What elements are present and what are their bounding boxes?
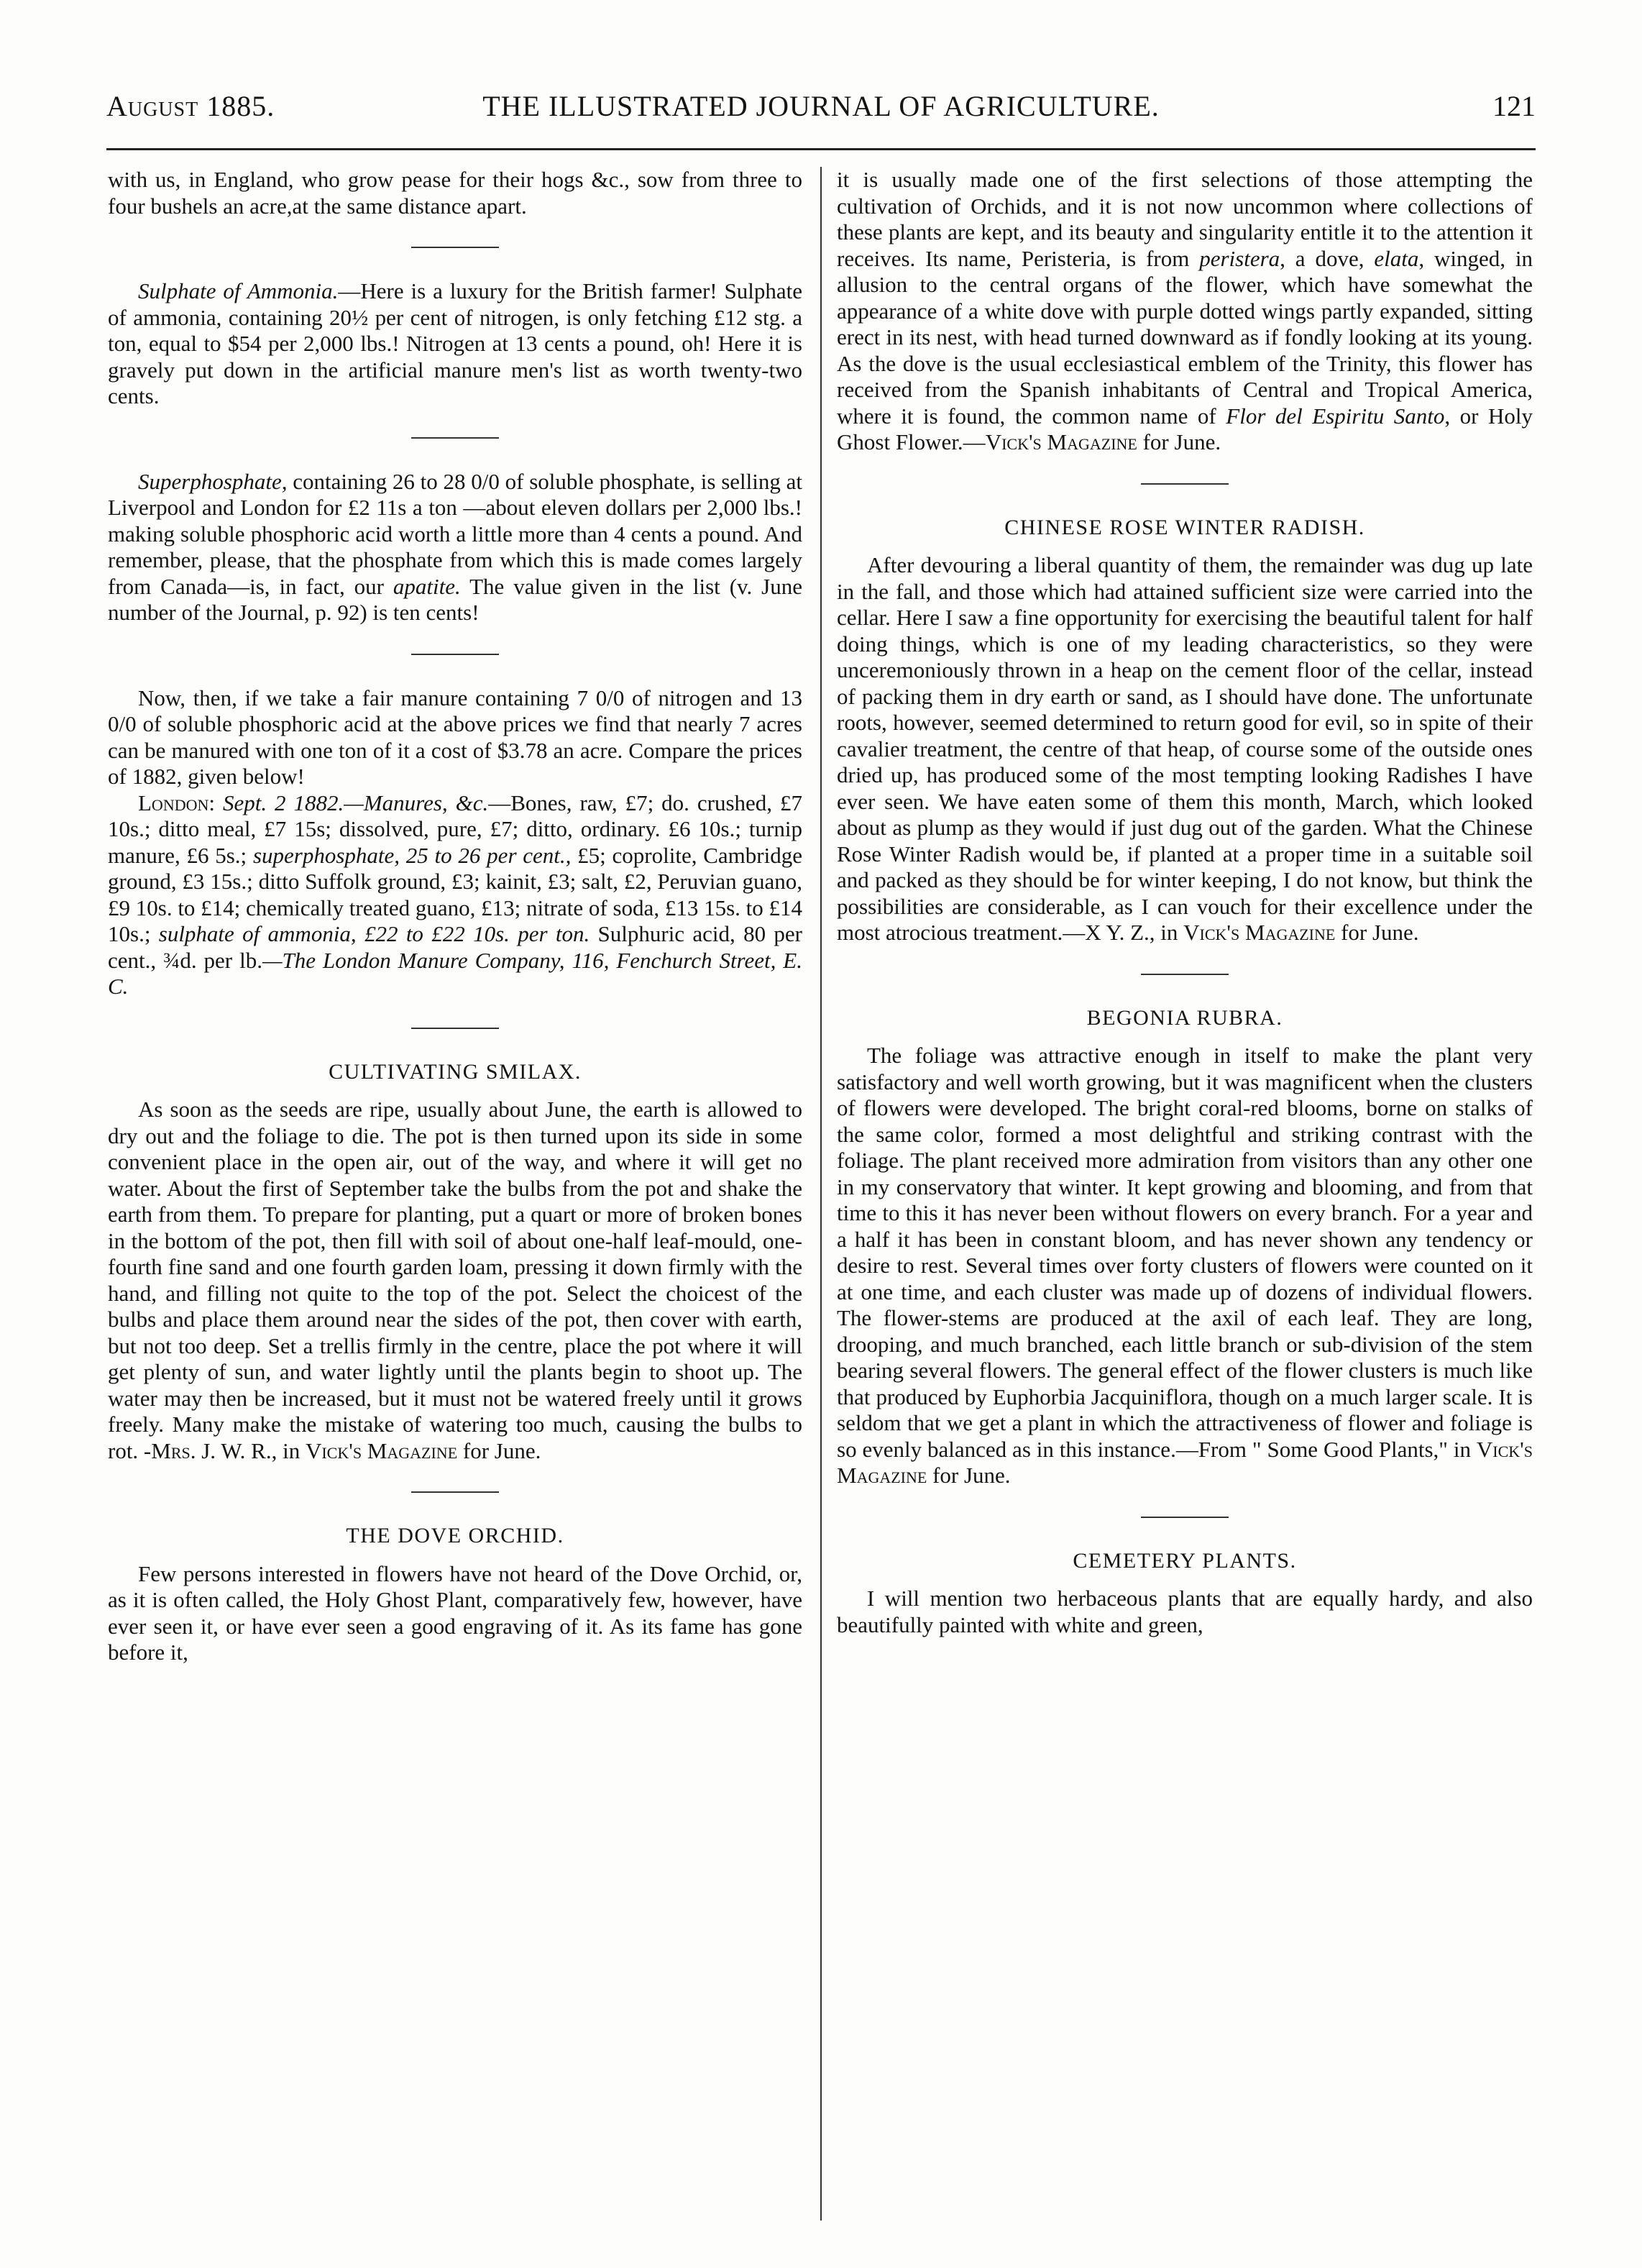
section-separator bbox=[1141, 974, 1229, 975]
smilax-paragraph bbox=[108, 1097, 802, 1464]
begonia-post: for June. bbox=[927, 1463, 1011, 1488]
section-separator bbox=[411, 1491, 499, 1493]
dove-cont-text: , winged, in allusion to the central organs of the flower, which have somewhat the appearance of a white dove with purple dotted wings partly expanded, sitting erect in its nest, with head turned downward as if fondly looking at its young. As the dove is the usual ecclesiastical emblem of the Trinity, this flower has received from the Spanish inhabitants of Central and Tropical America, where it is found, the common name of bbox=[837, 245, 1533, 429]
dove-peristera: peristera bbox=[1199, 245, 1280, 271]
now-paragraph: Now, then, if we take a fair manure containing 7 0/0 of nitrogen and 13 0/0 of soluble phosphoric acid at the above prices we find that nearly 7 acres can be manured with one ton of it a cost of $3.78 an acre. Compare the prices of 1882, given below! bbox=[108, 685, 802, 789]
smilax-magazine: Vick's Magazine bbox=[305, 1437, 458, 1463]
smilax-src-post: for June. bbox=[457, 1437, 541, 1463]
dove-magazine: Vick's Magazine bbox=[985, 429, 1137, 454]
radish-magazine: Vick's Magazine bbox=[1183, 920, 1336, 945]
radish-heading: CHINESE ROSE WINTER RADISH. bbox=[1004, 515, 1365, 539]
right-column bbox=[837, 167, 1533, 1638]
header-rule bbox=[106, 148, 1536, 150]
smilax-src-pre: , in bbox=[271, 1437, 306, 1463]
dove-flor: Flor del Espiritu Santo bbox=[1226, 403, 1445, 429]
smilax-author: Mrs. J. W. R. bbox=[151, 1437, 272, 1463]
radish-paragraph bbox=[837, 552, 1533, 946]
column-divider bbox=[820, 167, 822, 2221]
london-superphosphate: superphosphate, 25 to 26 per cent., bbox=[252, 842, 572, 868]
section-separator bbox=[1141, 1517, 1229, 1518]
london-lead: London: bbox=[138, 790, 215, 815]
dove-cont-text: , a dove, bbox=[1280, 245, 1375, 271]
section-separator bbox=[411, 1028, 499, 1029]
intro-paragraph: with us, in England, who grow pease for their hogs &c., sow from three to four bushels an acre,at the same distance apart. bbox=[108, 167, 802, 219]
superphosphate-lead: Superphosphate, bbox=[138, 468, 288, 494]
dove-cont-text: for June. bbox=[1137, 429, 1221, 454]
sulphate-text: —Here is a luxury for the British farmer! Sulphate of ammonia, containing 20½ per cent of nitrogen, is only fetching £12 stg. a ton, equal to $54 per 2,000 lbs.! Nitrogen at 13 cents a pound, oh! Here it is gravely put down in the artificial manure men's list as worth twenty-two cents. bbox=[108, 278, 802, 408]
left-column bbox=[108, 167, 802, 1666]
dove-elata: elata bbox=[1374, 245, 1419, 271]
begonia-text: The foliage was attractive enough in itself to make the plant very satisfactory and well worth growing, but it was magnificent when the clusters of flowers were developed. The bright coral-red blooms, borne on stalks of the same color, formed a most delightful and striking contrast with the foliage. The plant received more admiration from visitors than any other one in my conservatory that winter. It kept growing and blooming, and from that time to this it has never been without flowers on every branch. For a year and a half it has been in constant bloom, and has never shown any tendency or desire to rest. Several times over forty clusters of flowers were counted on it at one time, and each cluster was made up of dozens of individual flowers. The flower-stems are produced at the axil of each leaf. They are long, drooping, and much branched, each little branch or sub-division of the stem bearing several flowers. The general effect of the flower clusters is much like that produced by Euphorbia Jacquiniflora, though on a much larger scale. It is seldom that we get a plant in which the attractiveness of flower and foliage is so evenly balanced as in this instance.—From " Some Good Plants," in bbox=[837, 1043, 1533, 1462]
begonia-paragraph bbox=[837, 1043, 1533, 1489]
london-manures: —Manures, &c. bbox=[344, 790, 489, 815]
sulphate-lead: Sulphate of Ammonia. bbox=[138, 278, 339, 303]
dove-continuation bbox=[837, 167, 1533, 456]
running-header bbox=[106, 85, 1536, 128]
london-paragraph bbox=[108, 790, 802, 1000]
sulphate-paragraph bbox=[108, 278, 802, 410]
dove-cont-text: it is usually made one of the first selections of those attempting the cultivation of Orchids, and it is not now uncommon where collections of these plants are kept, and its beauty and singularity entitle it to the attention it receives. Its name, Peristeria, is from bbox=[837, 167, 1533, 271]
issue-date: August 1885. bbox=[106, 90, 275, 122]
dove-heading: THE DOVE ORCHID. bbox=[346, 1524, 564, 1547]
dove-paragraph: Few persons interested in flowers have not heard of the Dove Orchid, or, as it is often called, the Holy Ghost Plant, comparatively few, however, have ever seen it, or have ever seen a good engraving of it. As its fame has gone before it, bbox=[108, 1560, 802, 1665]
section-separator bbox=[411, 247, 499, 248]
begonia-heading: BEGONIA RUBRA. bbox=[1086, 1005, 1283, 1030]
superphosphate-text: containing 26 to 28 0/0 of soluble phosphate, is selling at Liverpool and London for £2 11s a ton —about eleven dollars per 2,000 lbs.! making soluble phosphoric acid worth a little more than 4 cents a pound. And remember, please, that the phosphate from which this is made comes largely from Canada—is, in fact, our bbox=[108, 468, 802, 599]
london-prices: —Bones, raw, £7; do. crushed, £7 10s.; ditto meal, £7 15s; dissolved, pure, £7; ditto, ordinary. £6 10s.; turnip manure, £6 5s.; bbox=[108, 790, 803, 868]
section-separator bbox=[411, 437, 499, 439]
london-company: —The London Manure Company, 116, Fenchurch Street, E. C. bbox=[108, 947, 802, 999]
cemetery-paragraph: I will mention two herbaceous plants that are equally hardy, and also beautifully painted with white and green, bbox=[837, 1586, 1533, 1637]
smilax-text: As soon as the seeds are ripe, usually about June, the earth is allowed to dry out and the foliage to die. The pot is then turned upon its side in some convenient place in the open air, out of the way, and where it will get no water. About the first of September take the bulbs from the pot and shake the earth from them. To prepare for planting, put a quart or more of broken bones in the bottom of the pot, then fill with soil of about one-half leaf-mould, one-fourth fine sand and one fourth garden loam, pressing it down firmly with the hand, and filling not quite to the top of the pot. Select the choicest of the bulbs and place them around near the sides of the pot, then cover with earth, but not too deep. Set a trellis firmly in the centre, place the pot where it will get plenty of sun, and water lightly until the plants begin to shoot up. The water may then be increased, but it must not be watered freely until it grows freely. Many make the mistake of watering too much, causing the bulbs to rot. - bbox=[108, 1097, 802, 1463]
london-acid: Sulphuric acid, 80 per cent., ¾d. per lb. bbox=[108, 921, 802, 973]
dove-cont-text: , or Holy Ghost Flower.— bbox=[837, 403, 1533, 454]
section-separator bbox=[411, 654, 499, 655]
smilax-heading: CULTIVATING SMILAX. bbox=[329, 1059, 582, 1084]
page-number: 121 bbox=[1492, 90, 1536, 122]
superphosphate-paragraph bbox=[108, 469, 802, 626]
apatite-term: apatite. bbox=[393, 573, 461, 599]
section-separator bbox=[1141, 483, 1229, 485]
london-date: Sept. 2 1882. bbox=[215, 790, 344, 815]
superphosphate-text-end: The value given in the list (v. June number of the Journal, p. 92) is ten cents! bbox=[108, 573, 802, 625]
cemetery-heading: CEMETERY PLANTS. bbox=[1073, 1548, 1297, 1573]
journal-title: THE ILLUSTRATED JOURNAL OF AGRICULTURE. bbox=[482, 90, 1160, 122]
london-prices-cont: £5; coprolite, Cambridge ground, £3 15s.; ditto Suffolk ground, £3; kainit, £3; salt, £2, Peruvian guano, £9 10s. to £14; chemically treated guano, £13; nitrate of soda, £13 15s. to £14 10s.; bbox=[108, 842, 802, 946]
radish-text: After devouring a liberal quantity of them, the remainder was dug up late in the fall, and those which had attained sufficient size were carried into the cellar. Here I saw a fine opportunity for exercising the beautiful talent for half doing things, which is one of my leading characteristics, so they were unceremoniously thrown in a heap on the cement floor of the cellar, instead of packing them in dry earth or sand, as I should have done. The unfortunate roots, however, seemed determined to return good for evil, so in spite of their cavalier treatment, the centre of that heap, of course some of the outside ones dried up, has produced some of the most tempting looking Radishes I have ever seen. We have eaten some of them this month, March, which looked about as plump as they would if just dug out of the garden. What the Chinese Rose Winter Radish would be, if planted at a proper time in a suitable soil and packed as they should be for winter keeping, I do not know, but think the possibilities are considerable, as I can vouch for their excellence under the most atrocious treatment.—X Y. Z., in bbox=[837, 552, 1533, 945]
radish-post: for June. bbox=[1335, 920, 1419, 945]
london-sulphate: sulphate of ammonia, £22 to £22 10s. per ton. bbox=[158, 921, 590, 946]
begonia-magazine: Vick's Magazine bbox=[837, 1436, 1533, 1488]
